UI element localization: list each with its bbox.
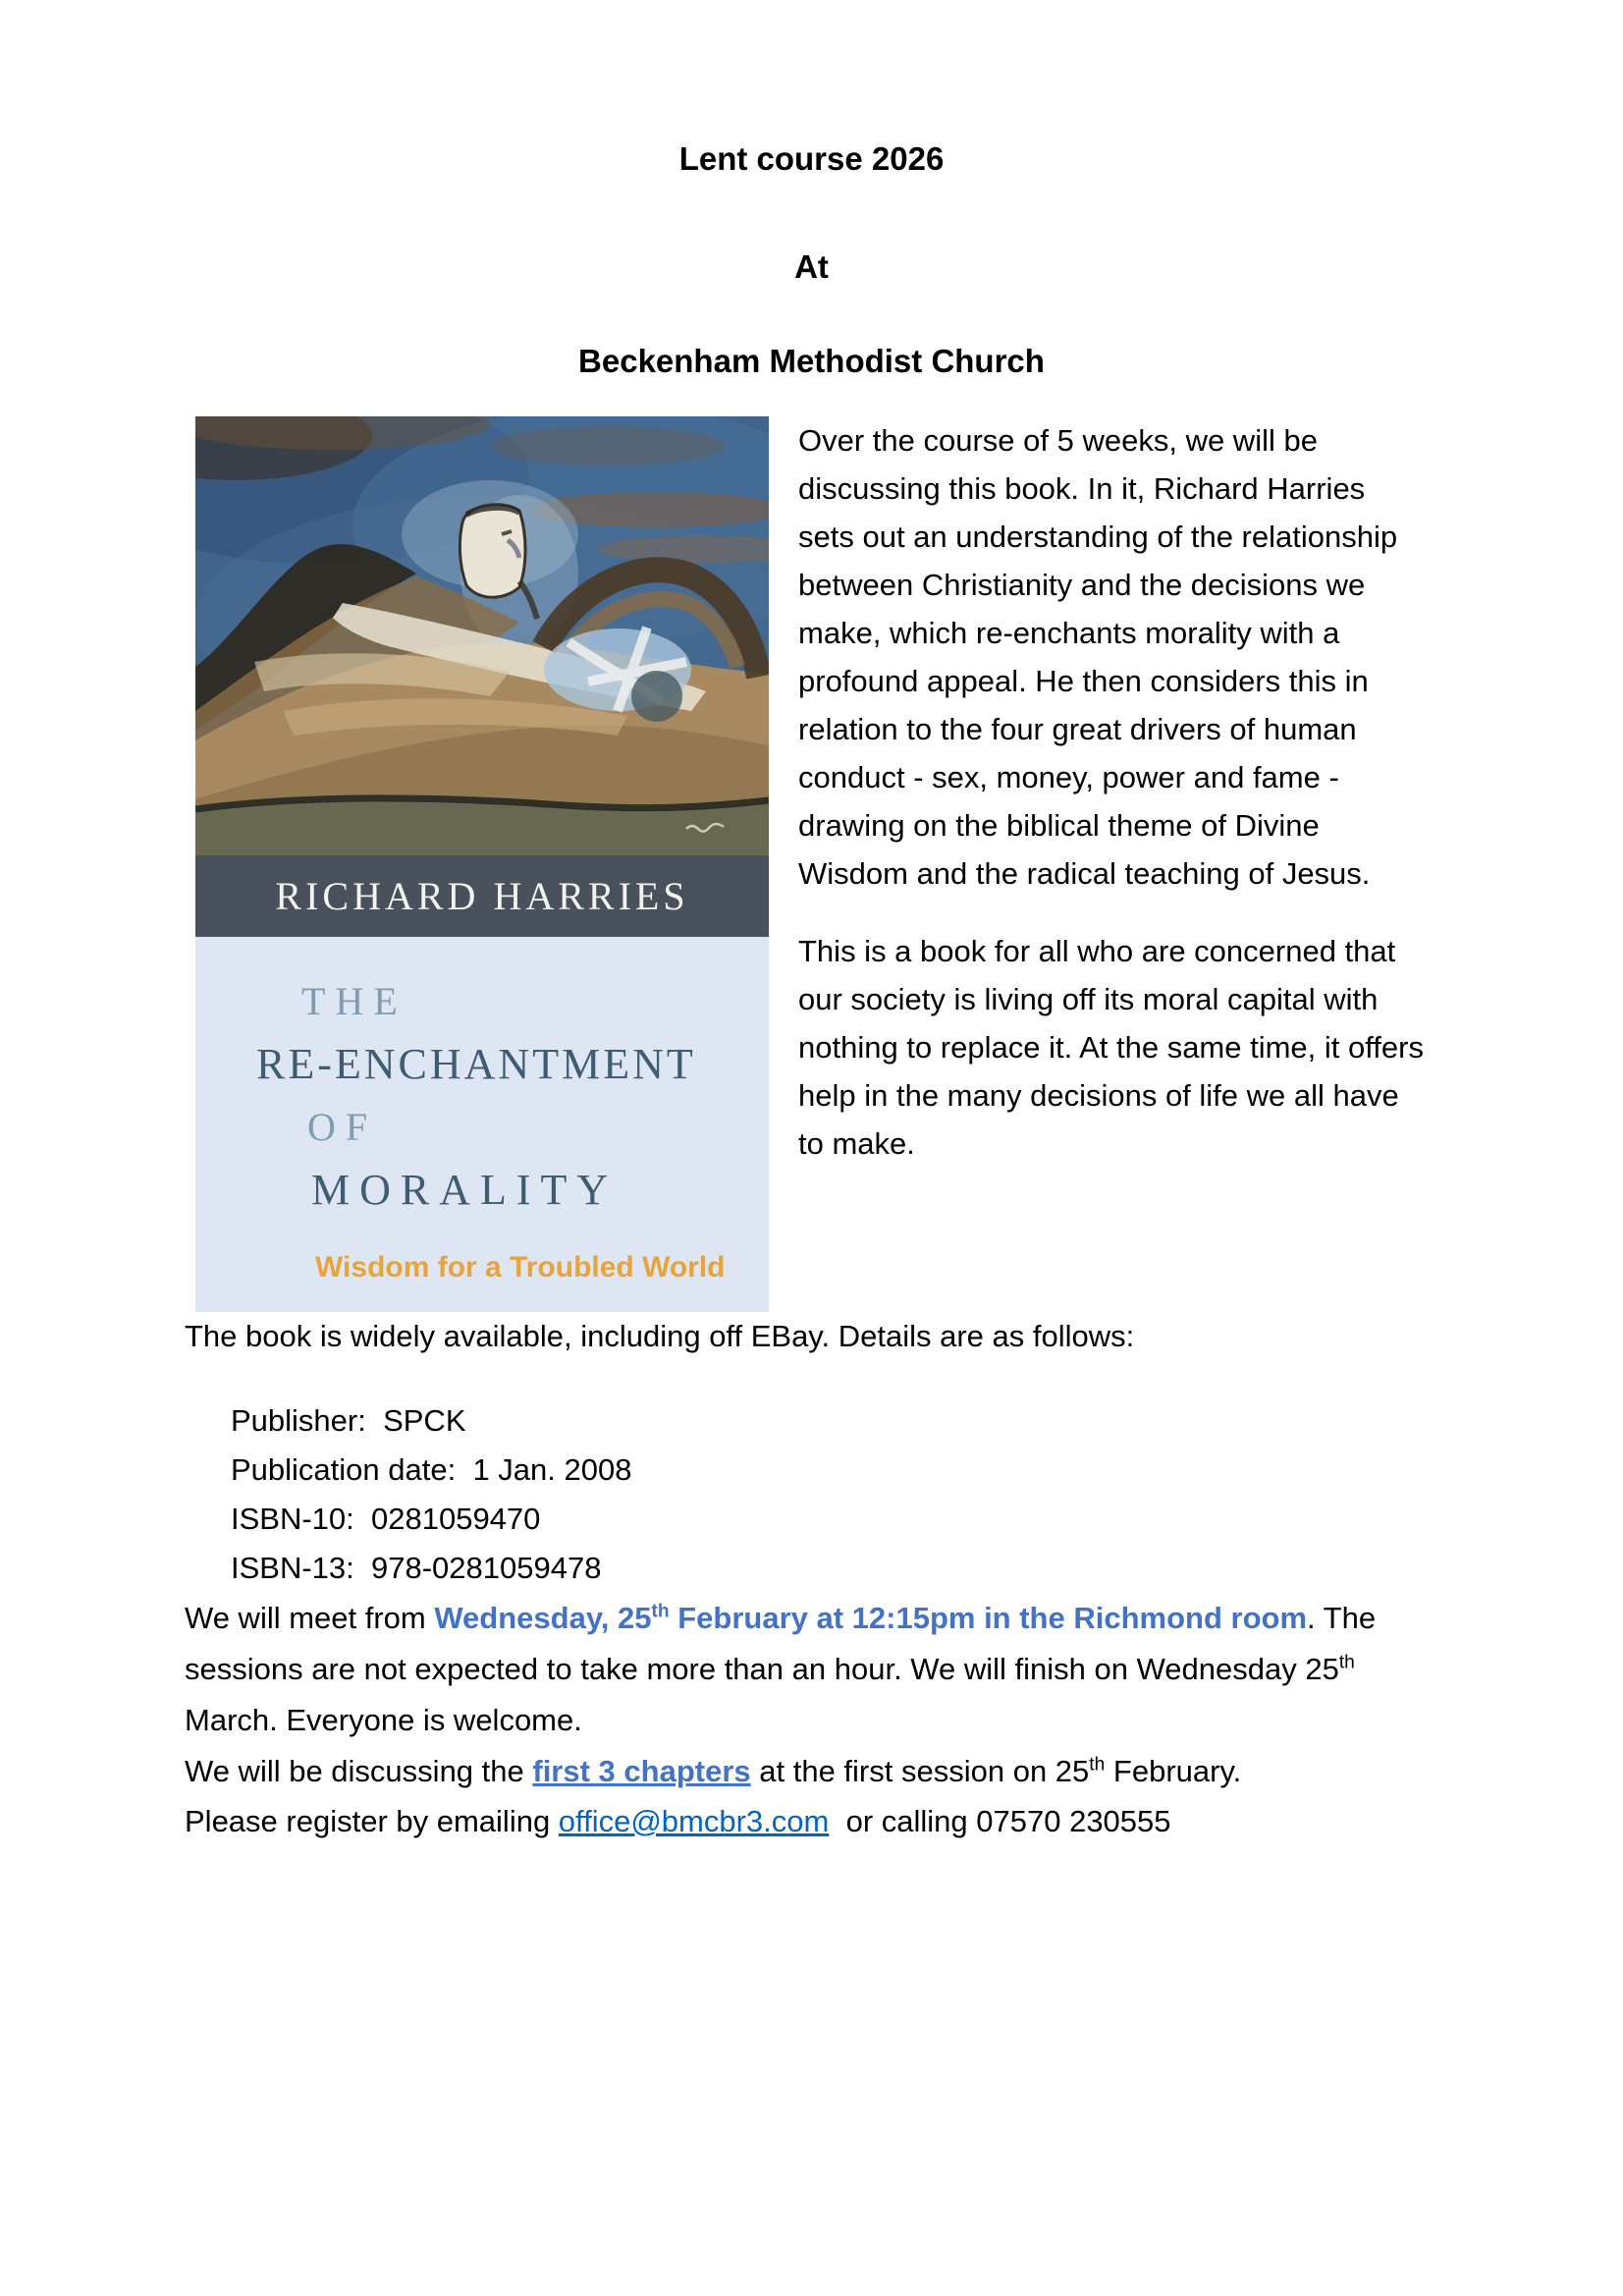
page-location: Beckenham Methodist Church [578,343,1045,379]
description-paragraph-1: Over the course of 5 weeks, we will be discussing this book. In it, Richard Harries sets out an understanding of the relationship between Christianity and the decisions we make, which re-enchants morality with a profound appeal. He then considers this in relation to the four great drivers of human conduct - sex, money, power and fame - drawing on the biblical theme of Divine Wisdom and the radical teaching of Jesus. [798,423,1398,891]
first-3-chapters-link[interactable]: first 3 chapters [532,1754,751,1788]
book-title-line-3: OF [307,1105,378,1149]
book-title-line-2: RE-ENCHANTMENT [256,1040,696,1088]
chapters-text-post: February. [1105,1754,1242,1788]
chapters-text-pre: We will be discussing the [185,1754,533,1788]
meeting-text-mid: . The sessions are not expected to take more than an hour. We will finish on Wednesday 25 [185,1601,1377,1686]
chapters-paragraph [185,1746,1436,1797]
page-subtitle: At [794,248,829,285]
register-email-link[interactable]: office@bmcbr3.com [558,1804,830,1838]
meeting-text-post: March. Everyone is welcome. [185,1703,582,1737]
detail-publication-date: Publication date: 1 Jan. 2008 [231,1452,632,1487]
meeting-highlight-date: Wednesday, 25th February at 12:15pm in the Richmond room [434,1601,1308,1635]
meeting-highlight-superscript: th [651,1601,670,1622]
page-title: Lent course 2026 [678,140,945,177]
book-title-line-1: THE [301,979,407,1023]
description-paragraph-2: This is a book for all who are concerned that our society is living off its moral capital with nothing to replace it. At the same time, it offers help in the many decisions of life we all have to make. [798,934,1424,1161]
lower-text-block [185,1312,1436,1846]
book-cover-author: RICHARD HARRIES [195,855,769,937]
book-cover-tagline: Wisdom for a Troubled World [315,1251,726,1284]
book-cover [195,416,769,1312]
register-text-pre: Please register by emailing [185,1804,559,1838]
book-details-list [231,1396,1436,1593]
meeting-superscript: th [1338,1652,1355,1673]
availability-intro: The book is widely available, including off EBay. Details are as follows: [185,1319,1135,1353]
detail-isbn-13: ISBN-13: 978-0281059478 [231,1551,602,1585]
cover-and-description-row [195,416,1429,1312]
heading-block [0,0,1623,381]
chapters-superscript: th [1089,1754,1106,1776]
detail-isbn-10: ISBN-10: 0281059470 [231,1502,541,1536]
meeting-text-pre: We will meet from [185,1601,435,1635]
book-cover-painting [195,416,769,855]
meeting-paragraph [185,1593,1436,1746]
chapters-text-mid: at the first session on 25 [750,1754,1090,1788]
register-paragraph [185,1797,1436,1846]
detail-publisher: Publisher: SPCK [231,1403,466,1438]
book-title-line-4: MORALITY [311,1166,619,1214]
register-text-post: or calling 07570 230555 [829,1804,1171,1838]
book-cover-title-panel [195,937,769,1312]
book-description [798,416,1429,1312]
